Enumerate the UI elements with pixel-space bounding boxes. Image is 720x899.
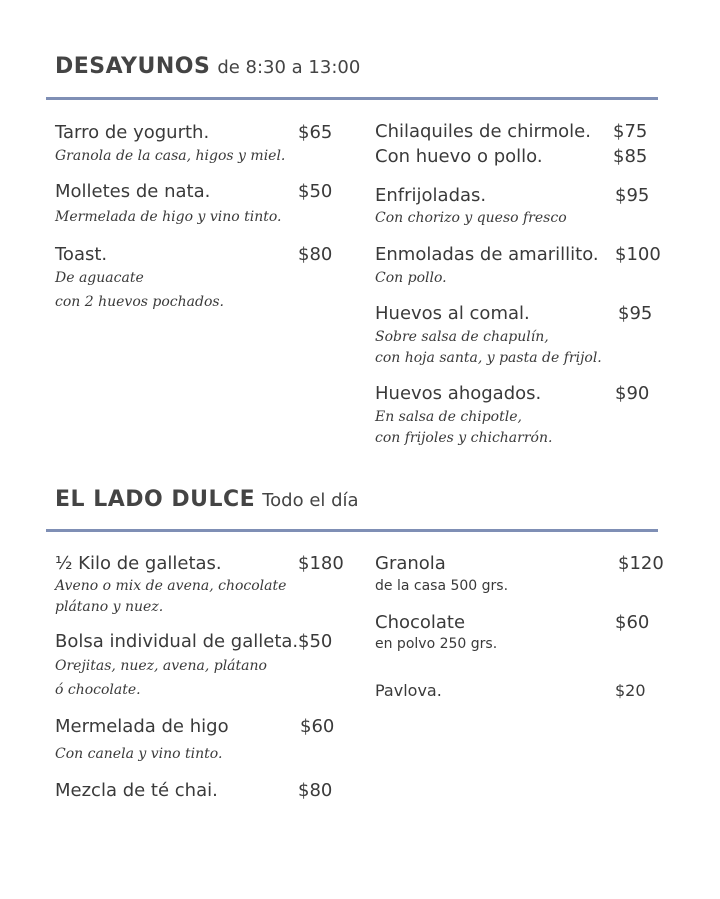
item-price: $85 — [613, 146, 648, 167]
section-divider — [46, 97, 658, 100]
item-price: $95 — [615, 185, 650, 206]
section-hours: Todo el día — [262, 490, 359, 511]
item-description: Aveno o mix de avena, chocolate — [55, 578, 287, 594]
item-description: con hoja santa, y pasta de frijol. — [375, 350, 602, 366]
item-price: $20 — [615, 681, 646, 700]
item-price: $65 — [298, 122, 333, 143]
item-description: Mermelada de higo y vino tinto. — [55, 209, 282, 225]
item-name: Chilaquiles de chirmole. — [375, 121, 591, 142]
section-divider — [46, 529, 658, 532]
item-description: Sobre salsa de chapulín, — [375, 329, 549, 345]
item-price: $50 — [298, 181, 333, 202]
section-title: DESAYUNOS — [55, 54, 211, 79]
item-price: $80 — [298, 780, 333, 801]
item-name: Mezcla de té chai. — [55, 780, 218, 801]
item-description: De aguacate — [55, 270, 144, 286]
item-price: $95 — [618, 303, 653, 324]
item-description: Granola de la casa, higos y miel. — [55, 148, 286, 164]
item-price: $80 — [298, 244, 333, 265]
section-title-desayunos — [55, 54, 360, 79]
section-title-dulce — [55, 487, 359, 512]
item-name: Chocolate — [375, 612, 466, 633]
item-name: Tarro de yogurth. — [55, 122, 210, 143]
item-description: con frijoles y chicharrón. — [375, 430, 553, 446]
item-price: $120 — [618, 553, 664, 574]
item-description: Con chorizo y queso fresco — [375, 210, 567, 226]
item-name: Bolsa individual de galleta. — [55, 631, 299, 652]
item-name: Enfrijoladas. — [375, 185, 487, 206]
item-name: Huevos al comal. — [375, 303, 530, 324]
item-price: $60 — [615, 612, 650, 633]
item-description: con 2 huevos pochados. — [55, 294, 225, 310]
item-price: $60 — [300, 716, 335, 737]
item-name: Enmoladas de amarillito. — [375, 244, 599, 265]
item-description: de la casa 500 grs. — [375, 578, 509, 594]
item-description: En salsa de chipotle, — [375, 409, 522, 425]
item-description: Con pollo. — [375, 270, 447, 286]
item-description: plátano y nuez. — [55, 599, 164, 615]
item-price: $90 — [615, 383, 650, 404]
item-name: Mermelada de higo — [55, 716, 229, 737]
item-name: Con huevo o pollo. — [375, 146, 543, 167]
section-hours: de 8:30 a 13:00 — [217, 57, 361, 78]
item-price: $50 — [298, 631, 333, 652]
section-title: EL LADO DULCE — [55, 487, 256, 512]
item-price: $75 — [613, 121, 648, 142]
item-name: ½ Kilo de galletas. — [55, 553, 222, 574]
item-price: $100 — [615, 244, 661, 265]
item-name: Molletes de nata. — [55, 181, 211, 202]
item-name: Huevos ahogados. — [375, 383, 542, 404]
item-description: Con canela y vino tinto. — [55, 746, 223, 762]
item-description: ó chocolate. — [55, 682, 141, 698]
item-description: Orejitas, nuez, avena, plátano — [55, 658, 267, 674]
item-description: en polvo 250 grs. — [375, 636, 498, 652]
item-name: Pavlova. — [375, 681, 442, 700]
item-name: Toast. — [55, 244, 108, 265]
item-name: Granola — [375, 553, 446, 574]
item-price: $180 — [298, 553, 344, 574]
